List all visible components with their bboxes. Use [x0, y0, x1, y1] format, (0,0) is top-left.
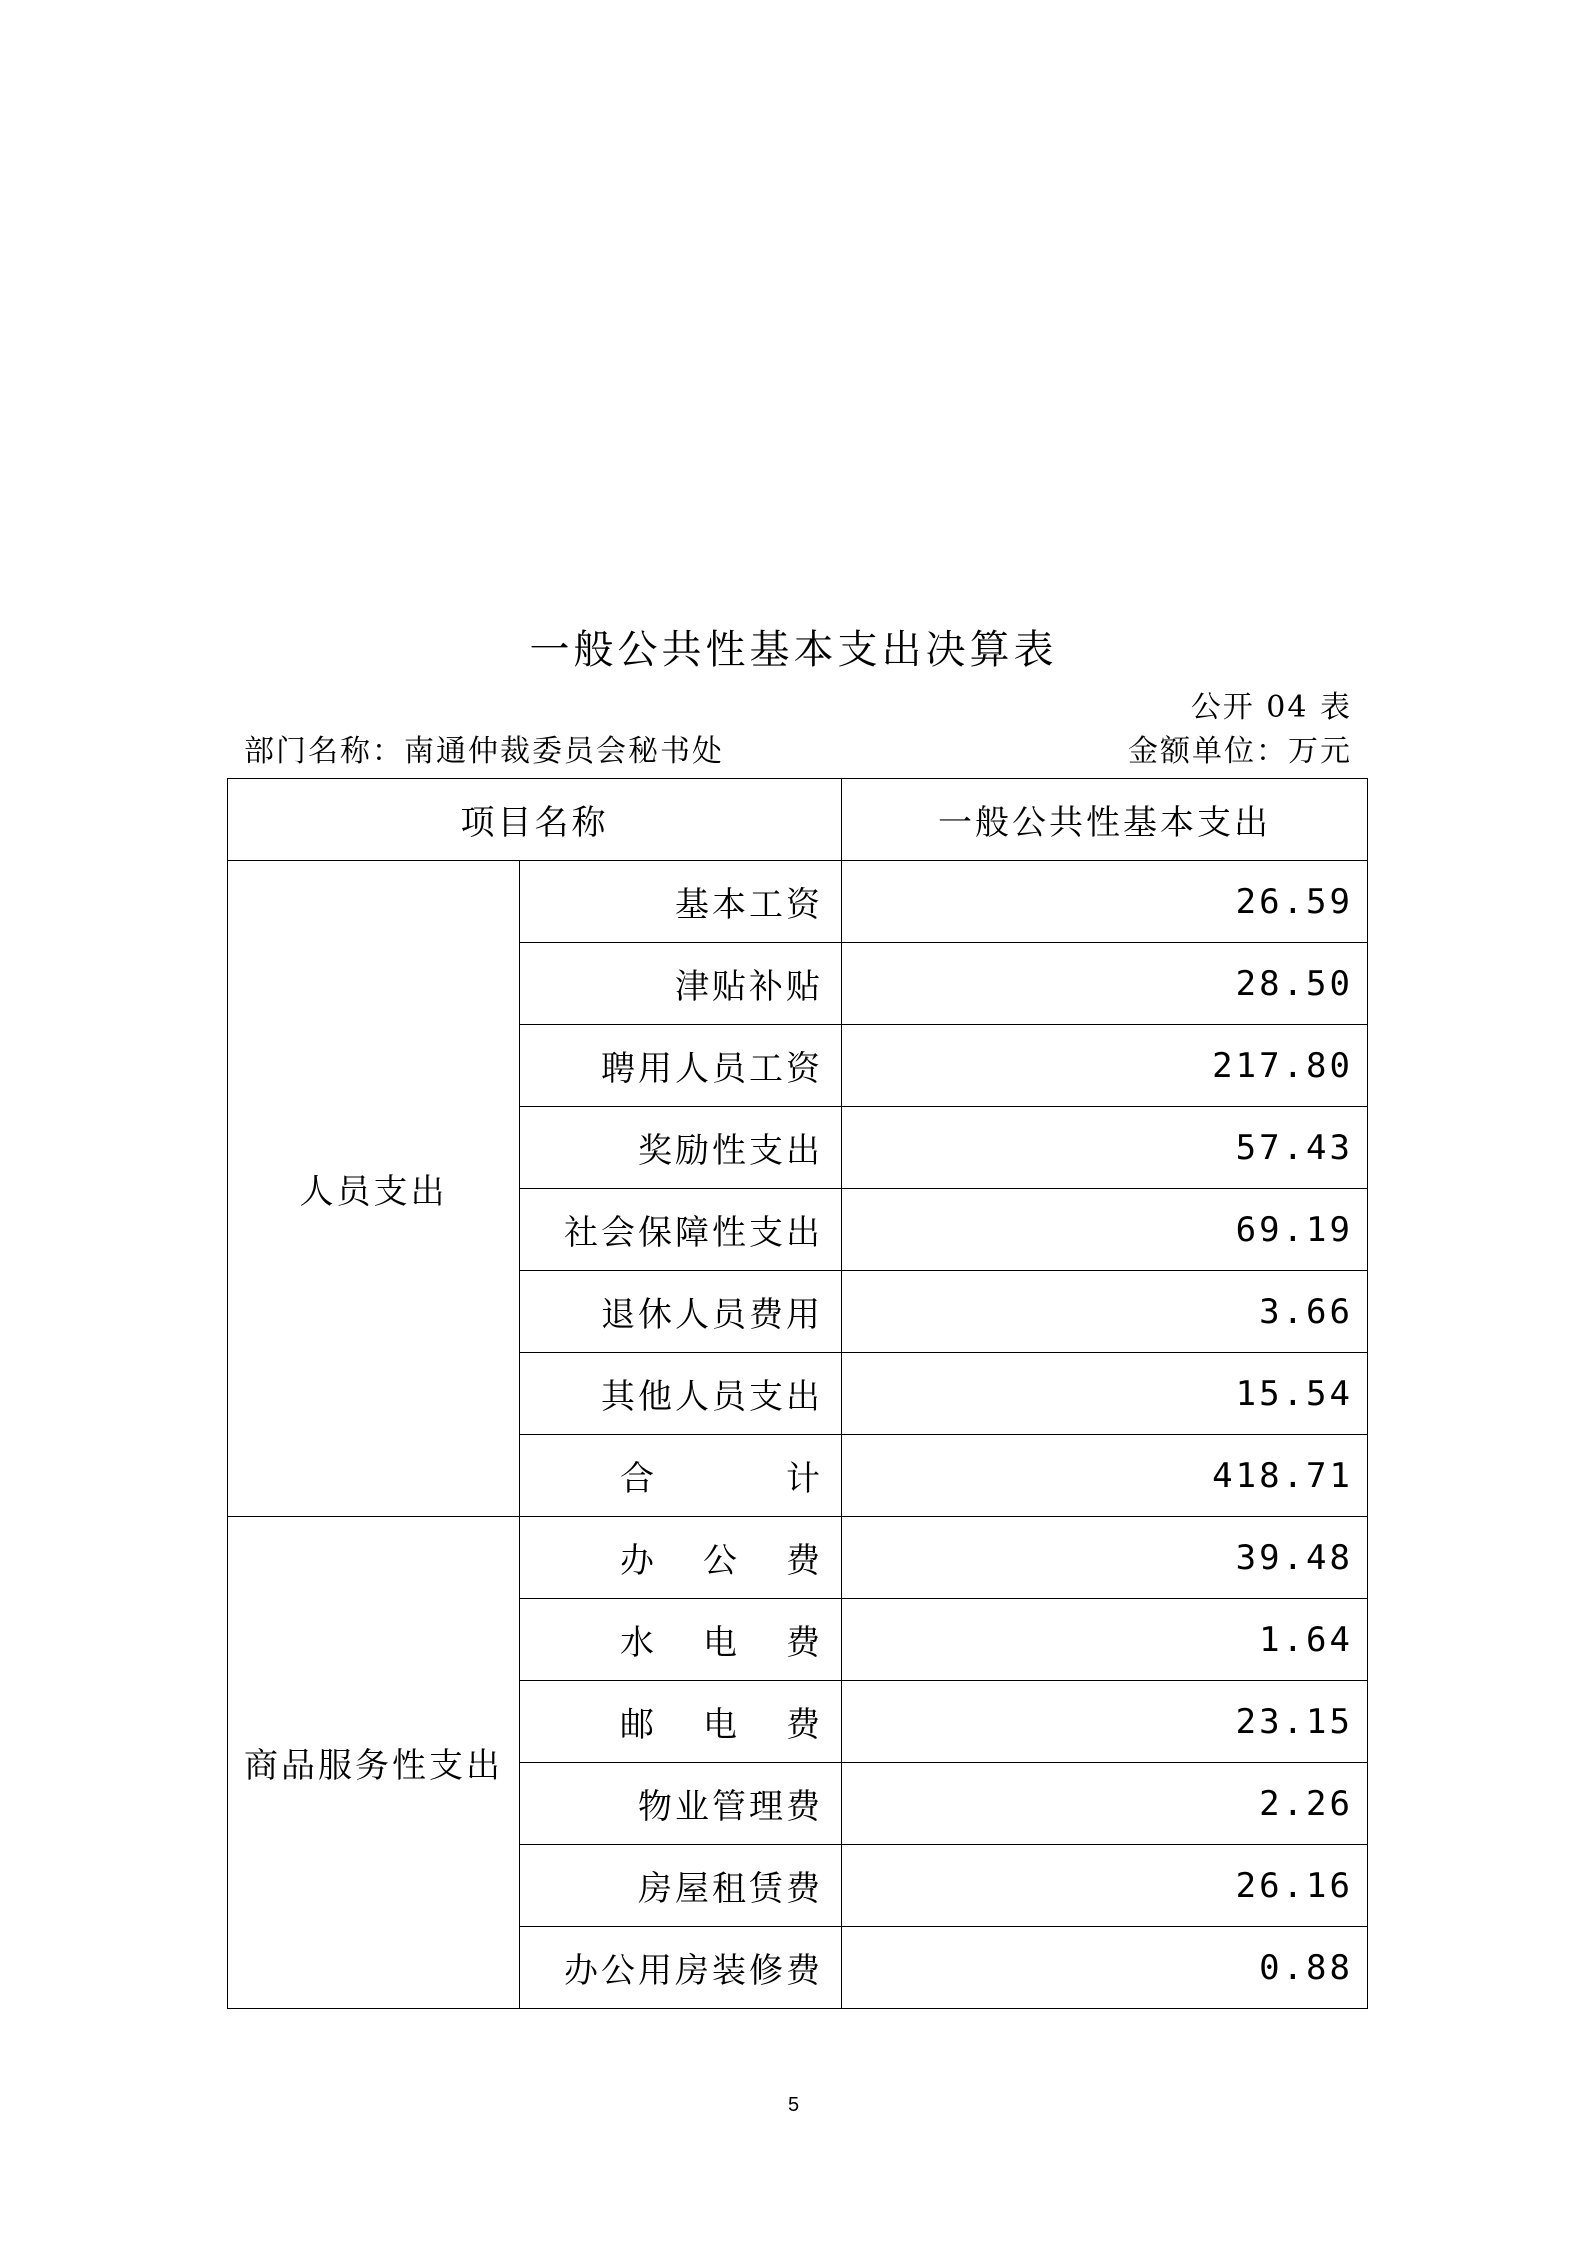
item-amount: 2.26: [842, 1763, 1368, 1845]
item-label: 奖励性支出: [520, 1107, 842, 1189]
item-label: 退休人员费用: [520, 1271, 842, 1353]
table-row: [228, 861, 1368, 943]
budget-table: [227, 778, 1368, 2009]
category-personnel: 人员支出: [228, 861, 520, 1517]
item-amount: 1.64: [842, 1599, 1368, 1681]
item-label: 物业管理费: [520, 1763, 842, 1845]
item-label: 社会保障性支出: [520, 1189, 842, 1271]
category-goods-services: 商品服务性支出: [228, 1517, 520, 2009]
item-amount: 3.66: [842, 1271, 1368, 1353]
item-label: 聘用人员工资: [520, 1025, 842, 1107]
item-amount: 0.88: [842, 1927, 1368, 2009]
item-amount: 39.48: [842, 1517, 1368, 1599]
table-header-row: [228, 779, 1368, 861]
table-row: [228, 1517, 1368, 1599]
item-label: 邮电费: [520, 1681, 842, 1763]
item-amount: 23.15: [842, 1681, 1368, 1763]
item-amount: 26.59: [842, 861, 1368, 943]
department-name: 部门名称：南通仲裁委员会秘书处: [244, 734, 724, 769]
header-amount: 一般公共性基本支出: [842, 779, 1368, 861]
item-amount: 69.19: [842, 1189, 1368, 1271]
page-title: 一般公共性基本支出决算表: [529, 627, 1058, 673]
amount-unit: 金额单位：万元: [1128, 734, 1352, 769]
item-label: 办公费: [520, 1517, 842, 1599]
item-label: 津贴补贴: [520, 943, 842, 1025]
subtotal-amount: 418.71: [842, 1435, 1368, 1517]
page-number: 5: [787, 2094, 800, 2116]
header-item-name: 项目名称: [228, 779, 842, 861]
item-amount: 26.16: [842, 1845, 1368, 1927]
item-label: 办公用房装修费: [520, 1927, 842, 2009]
item-amount: 15.54: [842, 1353, 1368, 1435]
item-amount: 217.80: [842, 1025, 1368, 1107]
item-label: 基本工资: [520, 861, 842, 943]
item-label: 房屋租赁费: [520, 1845, 842, 1927]
item-amount: 57.43: [842, 1107, 1368, 1189]
item-label: 水电费: [520, 1599, 842, 1681]
subtotal-label: 合计: [520, 1435, 842, 1517]
item-amount: 28.50: [842, 943, 1368, 1025]
item-label: 其他人员支出: [520, 1353, 842, 1435]
form-number: 公开 04 表: [1190, 690, 1352, 725]
